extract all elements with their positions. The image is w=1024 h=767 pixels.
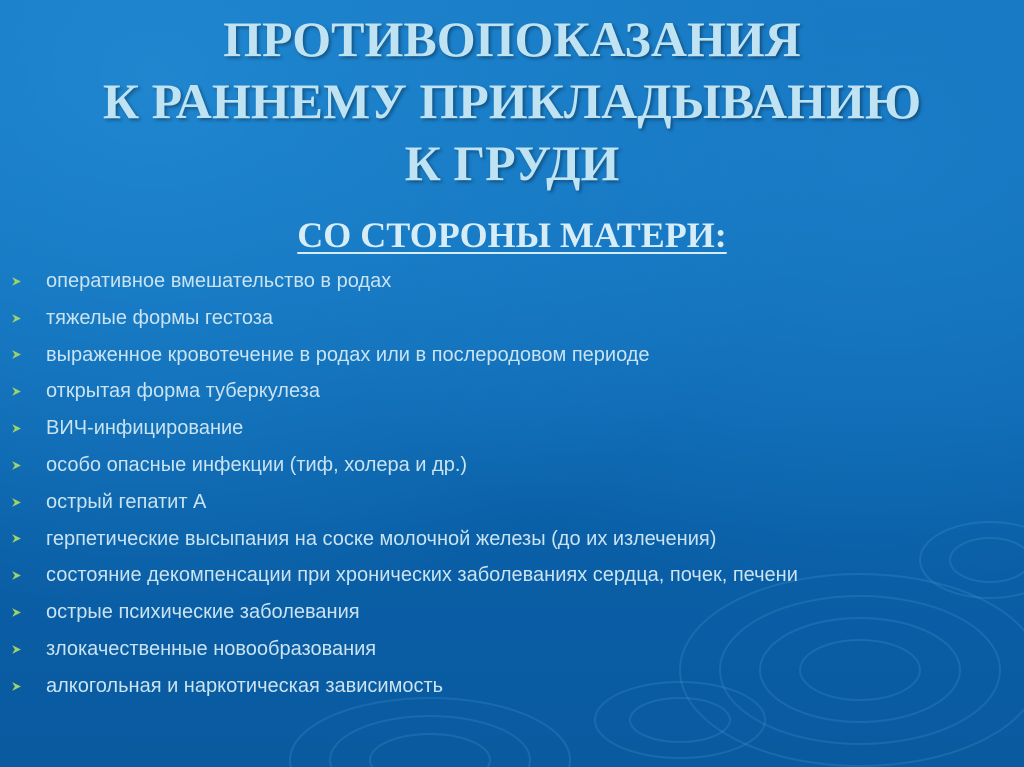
list-item <box>8 668 1020 705</box>
list-item-text: оперативное вмешательство в родах <box>46 270 392 292</box>
list-item-text: состояние декомпенсации при хронических заболеваниях сердца, почек, печени <box>46 564 798 587</box>
slide-title <box>0 8 1024 194</box>
list-item-text: алкогольная и наркотическая зависимость <box>46 674 444 697</box>
arrowhead-bullet-icon <box>8 447 24 484</box>
list-item-text: тяжелые формы гестоза <box>46 306 274 329</box>
list-item <box>8 300 1020 337</box>
arrowhead-bullet-icon <box>8 410 24 447</box>
arrowhead-bullet-icon <box>8 594 24 631</box>
arrowhead-bullet-icon <box>8 337 24 374</box>
subtitle-text: СО СТОРОНЫ МАТЕРИ: <box>297 215 727 255</box>
arrowhead-bullet-icon <box>8 521 24 558</box>
list-item-text: открытая форма туберкулеза <box>46 380 320 403</box>
list-item-text: острый гепатит А <box>46 490 207 513</box>
list-item <box>8 373 1020 410</box>
slide-subtitle <box>0 213 1024 257</box>
arrowhead-bullet-icon <box>8 300 24 337</box>
arrowhead-bullet-icon <box>8 373 24 410</box>
list-item <box>8 594 1020 631</box>
arrowhead-bullet-icon <box>8 557 24 594</box>
list-item <box>8 447 1020 484</box>
list-item <box>8 337 1020 374</box>
list-item <box>8 557 1020 594</box>
arrowhead-bullet-icon <box>8 484 24 521</box>
title-line: К РАННЕМУ ПРИКЛАДЫВАНИЮ <box>102 73 922 129</box>
list-item <box>8 410 1020 447</box>
arrowhead-bullet-icon <box>8 631 24 668</box>
arrowhead-bullet-icon <box>8 263 24 300</box>
title-line: К ГРУДИ <box>404 135 620 191</box>
arrowhead-bullet-icon <box>8 668 24 705</box>
list-item-text: острые психические заболевания <box>46 601 360 624</box>
list-item-text: злокачественные новообразования <box>46 637 377 660</box>
title-line: ПРОТИВОПОКАЗАНИЯ <box>223 11 801 67</box>
list-item-text: ВИЧ-инфицирование <box>46 417 244 440</box>
list-item <box>8 631 1020 668</box>
list-item-text: выраженное кровотечение в родах или в послеродовом периоде <box>46 343 650 366</box>
list-item-text: герпетические высыпания на соске молочной железы (до их излечения) <box>46 527 717 550</box>
list-item <box>8 484 1020 521</box>
list-item-text: особо опасные инфекции (тиф, холера и др.) <box>46 453 468 476</box>
list-item <box>8 521 1020 558</box>
contraindications-list <box>8 263 1020 705</box>
list-item <box>8 263 1020 300</box>
